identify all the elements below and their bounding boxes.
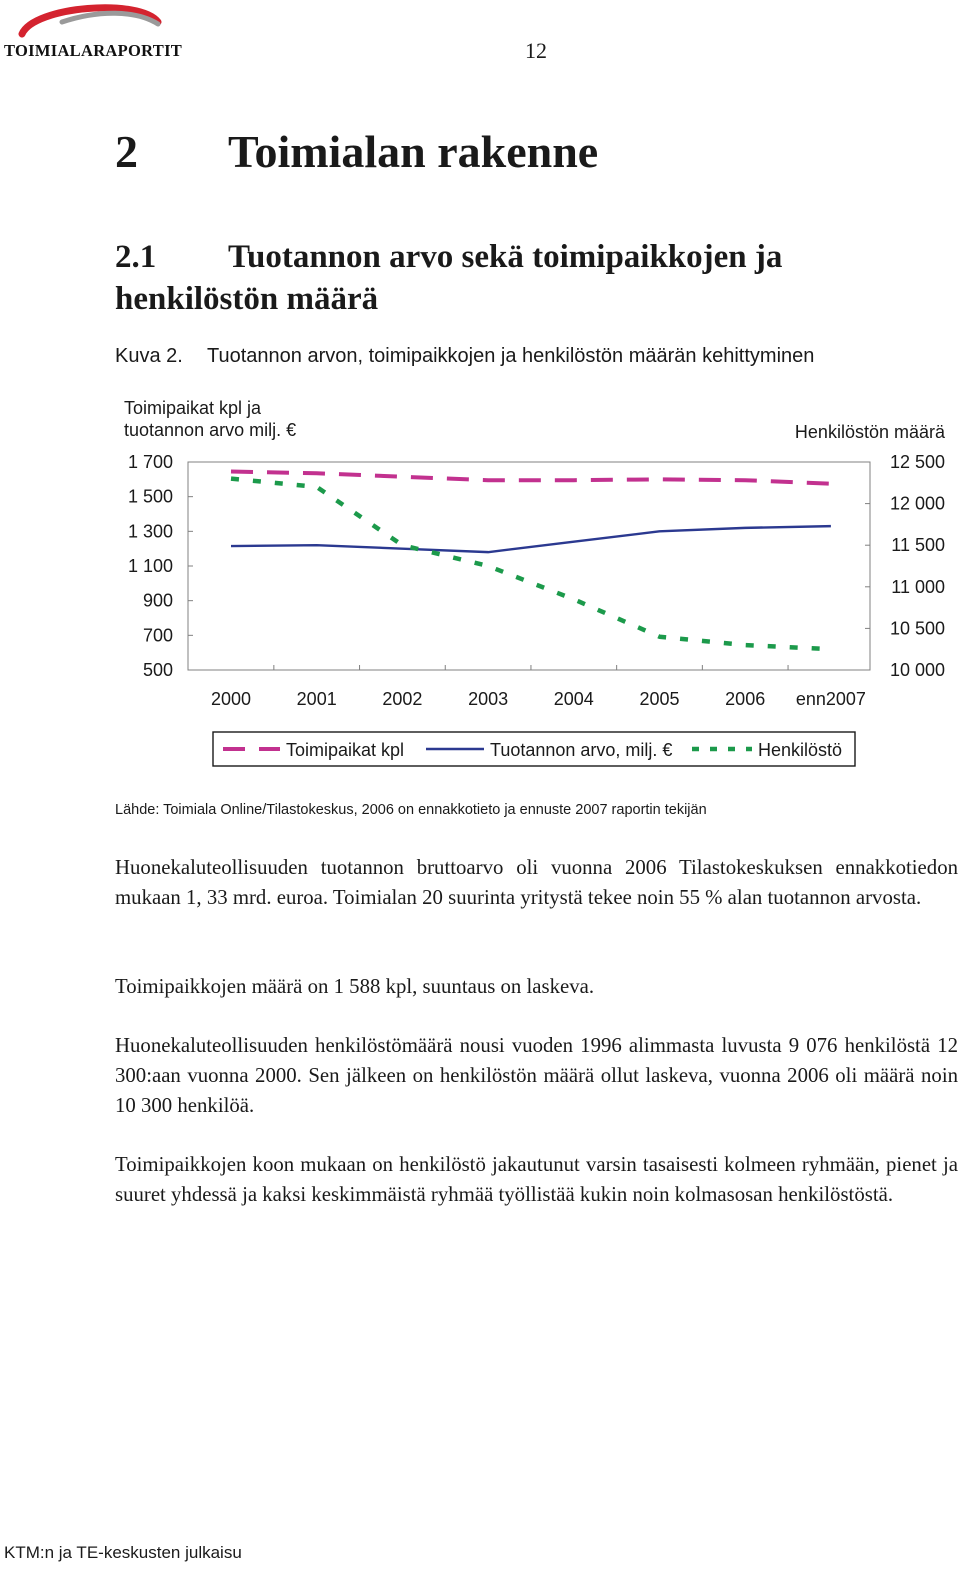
subsection-title-line1: Tuotannon arvo sekä toimipaikkojen ja [228, 239, 783, 275]
y-right-tick-label: 11 000 [891, 576, 945, 597]
x-tick-label: 2004 [553, 689, 594, 709]
y-axis-right-label [795, 422, 946, 442]
figure-caption [115, 345, 814, 368]
x-tick-label: 2002 [382, 689, 423, 709]
series-lines [231, 472, 831, 650]
y-right-tick-label: 12 000 [889, 493, 945, 514]
y-left-tick-label: 1 500 [127, 486, 173, 507]
paragraph-1: Huonekaluteollisuuden tuotannon bruttoarvo oli vuonna 2006 Tilastokeskuksen ennakkotiedon mukaan 1, 33 mrd. euroa. Toimialan 20 suurinta yritystä tekee noin 55 % alan tuotannon arvosta. [115, 856, 958, 909]
legend-label-2: Tuotannon arvo, milj. € [490, 740, 673, 760]
x-tick-label: 2000 [210, 689, 252, 709]
paragraph-2: Toimipaikkojen määrä on 1 588 kpl, suuntaus on laskeva. [115, 975, 595, 998]
series-line-3 [231, 479, 831, 650]
source-note: Lähde: Toimiala Online/Tilastokeskus, 2006 on ennakkotieto ja ennuste 2007 raportin tekijän [115, 802, 707, 818]
subsection-title-line2: henkilöstön määrä [115, 281, 379, 317]
footer-text: KTM:n ja TE-keskusten julkaisu [4, 1543, 242, 1562]
figure-label: Kuva 2. [115, 345, 183, 367]
x-tick-label: 2003 [468, 689, 509, 709]
paragraph-4: Toimipaikkojen koon mukaan on henkilöstö jakautunut varsin tasaisesti kolmeen ryhmään, pienet ja suuret yhdessä ja kaksi keskimmäistä ryhmää työllistää kukin noin kolmasosan henkilöstöstä. [115, 1153, 958, 1206]
x-tick-label: 2001 [296, 689, 337, 709]
x-axis-ticks [211, 665, 866, 709]
legend-label-3: Henkilöstö [758, 740, 843, 760]
y-left-tick-label: 900 [142, 590, 173, 611]
y-axis-left-label-line1: Toimipaikat kpl ja [124, 398, 262, 418]
y-axis-left-label-line2: tuotannon arvo milj. € [124, 420, 297, 440]
y-axis-left-ticks [128, 452, 193, 680]
y-left-tick-label: 1 100 [127, 556, 173, 576]
section-number: 2 [115, 126, 138, 177]
x-tick-label: 2005 [639, 689, 680, 709]
y-axis-right-label-text: Henkilöstön määrä [794, 422, 945, 442]
plot-frame [188, 462, 870, 670]
y-left-tick-label: 500 [142, 660, 173, 680]
y-right-tick-label: 12 500 [889, 452, 945, 472]
y-right-tick-label: 10 000 [889, 660, 945, 680]
y-axis-left-label [124, 398, 296, 440]
subsection-number: 2.1 [115, 239, 157, 275]
x-tick-label: enn2007 [795, 689, 866, 709]
page-number: 12 [525, 38, 547, 63]
section-title: Toimialan rakenne [228, 126, 599, 177]
y-left-tick-label: 1 300 [127, 521, 173, 542]
line-chart [110, 390, 960, 780]
axes [188, 462, 870, 670]
figure-caption-text: Tuotannon arvon, toimipaikkojen ja henkilöstön määrän kehittyminen [207, 345, 815, 367]
legend [213, 732, 855, 766]
x-tick-label: 2006 [725, 689, 766, 709]
series-line-1 [231, 472, 831, 484]
logo-text: TOIMIALARAPORTIT [4, 41, 183, 60]
legend-label-1: Toimipaikat kpl [286, 740, 405, 760]
y-left-tick-label: 1 700 [127, 452, 173, 472]
series-line-2 [231, 526, 831, 552]
paragraph-3: Huonekaluteollisuuden henkilöstömäärä nousi vuoden 1996 alimmasta luvusta 9 076 henkilöstä 12 300:aan vuonna 2000. Sen jälkeen on henkilöstön määrä ollut laskeva, vuonna 2006 oli määrä noin 10 300 henkilöä. [115, 1034, 958, 1117]
y-axis-right-ticks [865, 452, 945, 680]
y-left-tick-label: 700 [142, 625, 173, 646]
y-right-tick-label: 11 500 [891, 535, 945, 556]
y-right-tick-label: 10 500 [889, 618, 945, 639]
